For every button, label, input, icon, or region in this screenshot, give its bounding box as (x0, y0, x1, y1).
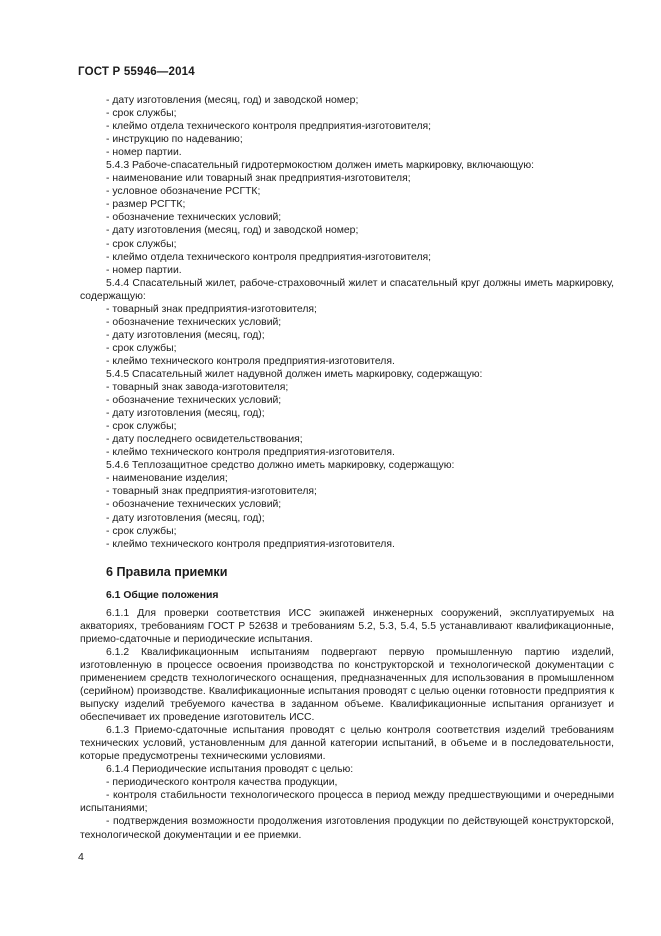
list-item: - клеймо технического контроля предприятия-изготовителя. (106, 447, 395, 459)
list-item: - товарный знак предприятия-изготовителя; (106, 303, 317, 315)
list-item: - клеймо отдела технического контроля предприятия-изготовителя; (106, 251, 432, 263)
list-item: - наименование или товарный знак предприятия-изготовителя; (106, 173, 411, 185)
list-item: - номер партии. (106, 264, 182, 276)
list-item: - обозначение технических условий; (106, 395, 282, 407)
list-item: - клеймо технического контроля предприятия-изготовителя. (106, 538, 395, 550)
paragraph: 6.1.2 Квалификационным испытаниям подвергают первую промышленную партию изделий, изготовленную в процессе освоения производства по конструкторской и технологической документации с применением средств технологического оснащения, предназначенных для использования в промышленном (серийном) производстве. Квалификационные испытания проводят с целью оценки готовности предприятия к выпуску изделий требуемого качества в заданном объеме. Квалификационные испытания организует и обеспечивает их проведение изготовитель ИСС. (80, 646, 614, 724)
list-item: - срок службы; (106, 421, 177, 433)
list-item: - срок службы; (106, 108, 177, 120)
list-item: 5.4.3 Рабоче-спасательный гидротермокостюм должен иметь маркировку, включающую: (106, 160, 535, 172)
list-item: - срок службы; (106, 525, 177, 537)
list-item: - дату изготовления (месяц, год); (106, 408, 265, 420)
list-item: - дату изготовления (месяц, год) и заводской номер; (106, 95, 359, 106)
page-number: 4 (78, 851, 84, 863)
paragraph: 6.1.1 Для проверки соответствия ИСС экипажей инженерных сооружений, эксплуатируемых на акваториях, требованиям ГОСТ Р 52638 и требованиям 5.2, 5.3, 5.4, 5.5 устанавливают квалификационные, приемо-сдаточные и периодические испытания. (80, 607, 614, 645)
list-item: - товарный знак завода-изготовителя; (106, 382, 289, 394)
list-item: - инструкцию по надеванию; (106, 134, 243, 146)
subsection-heading: 6.1 Общие положения (106, 589, 219, 601)
list-item: - клеймо технического контроля предприятия-изготовителя. (106, 355, 395, 367)
list-item: - обозначение технических условий; (106, 212, 282, 224)
list-item: - периодического контроля качества продукции, (106, 777, 338, 789)
list-item: - обозначение технических условий; (106, 499, 282, 511)
list-item: - дату изготовления (месяц, год); (106, 329, 265, 341)
paragraph: 5.4.4 Спасательный жилет, рабоче-страховочный жилет и спасательный круг должны иметь маркировку, содержащую: (80, 277, 614, 302)
list-item: 5.4.6 Теплозащитное средство должно иметь маркировку, содержащую: (106, 460, 455, 472)
list-item: - срок службы; (106, 238, 177, 250)
list-item: - обозначение технических условий; (106, 316, 282, 328)
document-body (80, 94, 614, 842)
list-item: - дату изготовления (месяц, год) и заводской номер; (106, 225, 359, 237)
list-item: - условное обозначение РСГТК; (106, 186, 261, 198)
paragraph: 6.1.3 Приемо-сдаточные испытания проводят с целью контроля соответствия изделий требованиям технических условий, установленным для данной категории испытаний, в объеме и в последовательности, которые предусмотрены техническими условиями. (80, 725, 614, 763)
list-item: - дату последнего освидетельствования; (106, 434, 303, 446)
list-item: - срок службы; (106, 342, 177, 354)
list-item: - клеймо отдела технического контроля предприятия-изготовителя; (106, 121, 432, 133)
section-heading: 6 Правила приемки (106, 564, 228, 579)
paragraph: - подтверждения возможности продолжения изготовления продукции по действующей конструкторской, технологической документации и ее приемки. (80, 816, 614, 841)
list-item: 6.1.4 Периодические испытания проводят с целью: (106, 764, 354, 776)
list-item: - дату изготовления (месяц, год); (106, 512, 265, 524)
list-item: - номер партии. (106, 147, 182, 159)
document-header: ГОСТ Р 55946—2014 (78, 66, 195, 78)
list-item: - размер РСГТК; (106, 199, 186, 211)
paragraph: - контроля стабильности технологического процесса в период между предшествующими и очередными испытаниями; (80, 790, 614, 815)
list-item: - товарный знак предприятия-изготовителя; (106, 486, 317, 498)
list-item: 5.4.5 Спасательный жилет надувной должен иметь маркировку, содержащую: (106, 368, 483, 380)
list-item: - наименование изделия; (106, 473, 228, 485)
